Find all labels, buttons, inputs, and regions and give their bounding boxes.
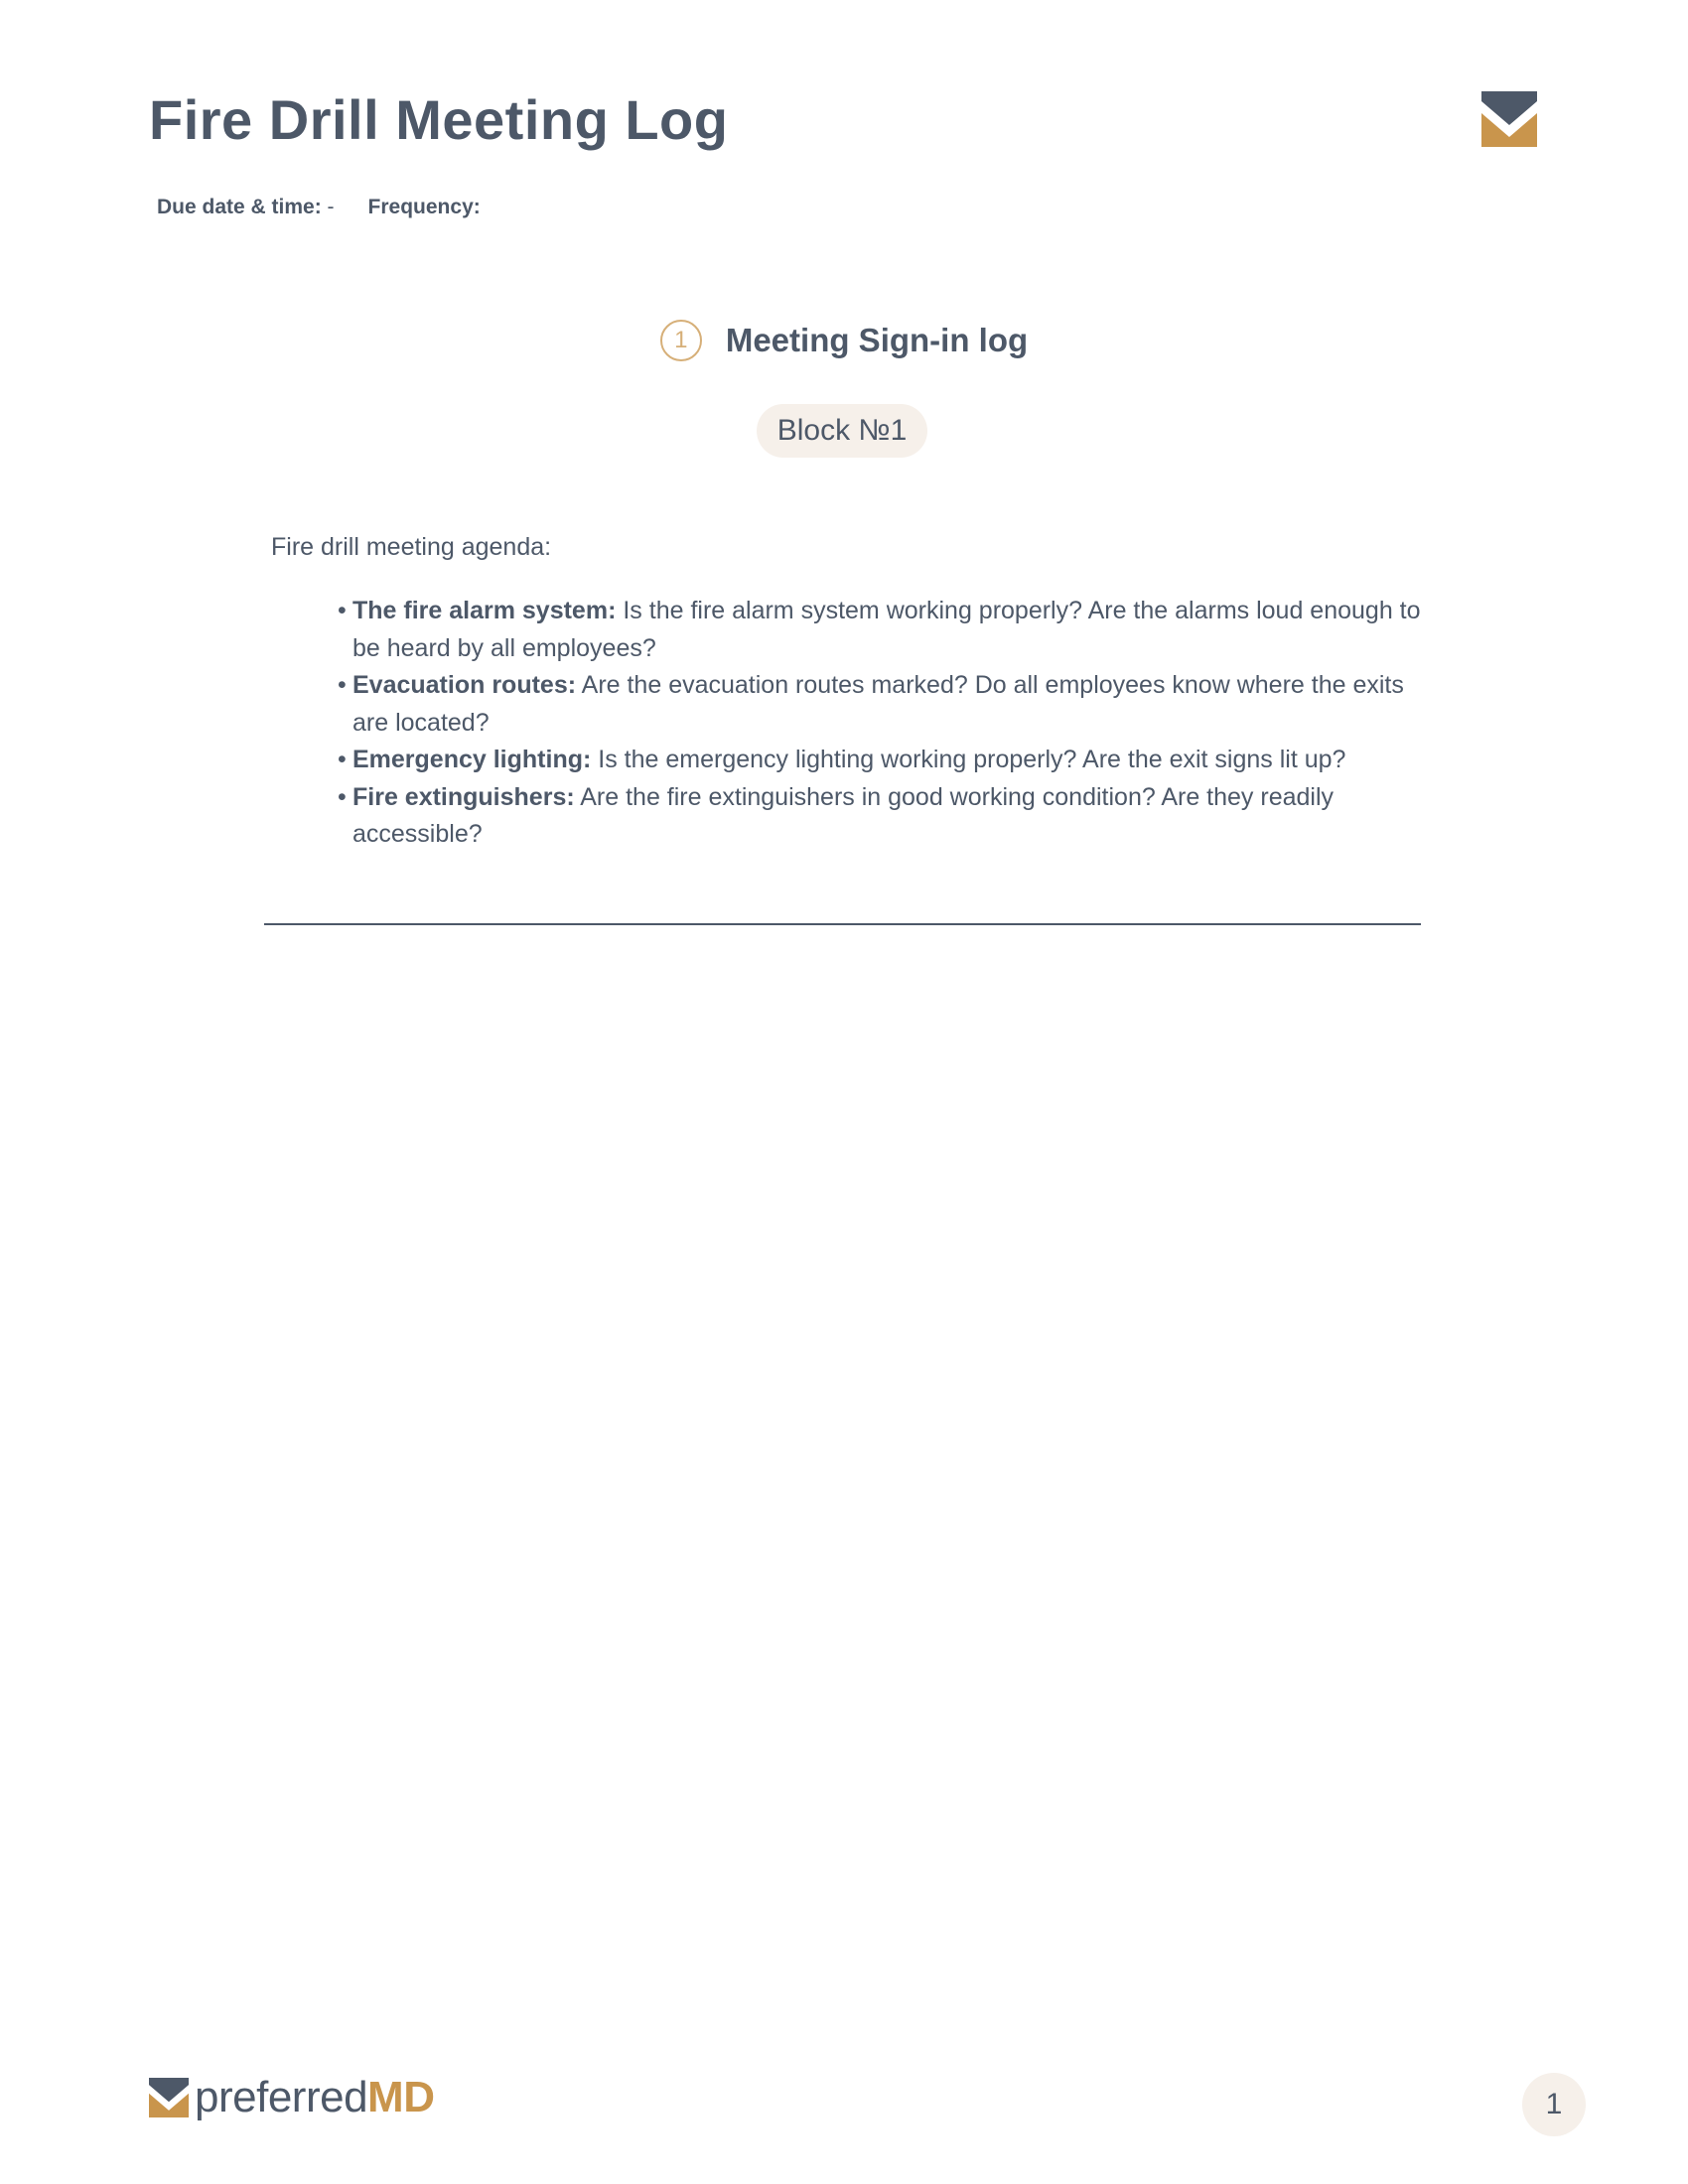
agenda-list (338, 593, 1430, 854)
agenda-item-text: Are the fire extinguishers in good working condition? Are they readily accessible? (352, 782, 1335, 848)
agenda-item-title: Evacuation routes: (352, 671, 577, 699)
section-title: Meeting Sign-in log (725, 322, 1029, 358)
brand-wordmark (195, 2073, 434, 2122)
agenda-item (338, 779, 1430, 854)
section-header (0, 320, 1688, 361)
agenda-item-title: Emergency lighting: (352, 746, 592, 773)
agenda-item-title: The fire alarm system: (352, 597, 617, 624)
agenda-item (338, 593, 1430, 667)
due-date-value: - (327, 196, 335, 218)
due-date (157, 196, 335, 219)
agenda-intro: Fire drill meeting agenda: (271, 533, 552, 561)
block-badge: Block №1 (757, 404, 927, 458)
bullet: • (338, 782, 347, 811)
due-date-label: Due date & time: (157, 196, 322, 218)
brand-main: preferred (195, 2073, 368, 2121)
bullet: • (338, 746, 347, 773)
agenda-item-title: Fire extinguishers: (352, 782, 575, 811)
agenda-item-text: Is the fire alarm system working properly? Are the alarms loud enough to be heard by all employees? (352, 597, 1421, 662)
brand-checkmark-icon (149, 2078, 189, 2117)
document-title: Fire Drill Meeting Log (149, 88, 729, 151)
frequency (368, 196, 481, 219)
section-number-badge: 1 (660, 320, 702, 361)
brand-accent: MD (367, 2073, 435, 2121)
checkmark-logo-icon (1481, 91, 1537, 147)
agenda-item-text: Is the emergency lighting working properly? Are the exit signs lit up? (598, 746, 1346, 773)
agenda-item (338, 742, 1430, 779)
footer-brand-logo (149, 2073, 434, 2122)
agenda-item (338, 667, 1430, 742)
section-divider (264, 923, 1421, 925)
frequency-label: Frequency: (367, 196, 481, 218)
page-number: 1 (1522, 2073, 1586, 2136)
document-meta (157, 196, 481, 219)
bullet: • (338, 671, 347, 699)
agenda-item-text: Are the evacuation routes marked? Do all employees know where the exits are located? (352, 671, 1404, 737)
bullet: • (338, 597, 347, 624)
